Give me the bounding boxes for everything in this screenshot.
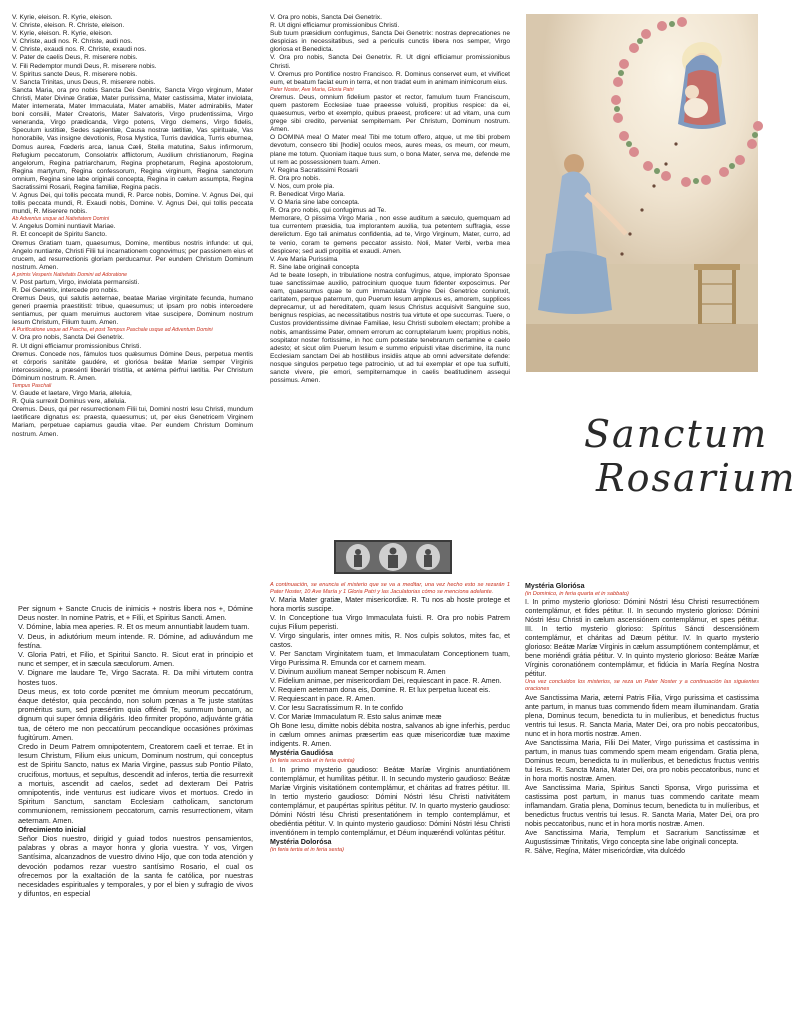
prayer: Oremus. Deus, qui per resurrectionem Filii tui, Domini nostri Iesu Christi, mundum laetificare dignatus es: praesta, quaesumus; ut, per eius Genetricem Virginem Mariam, perpetuae capiamus gaudia vitae. Per eundem Christum Dominum nostrum. Amen. (12, 406, 253, 438)
ejaculation: V. Per Sanctam Virginitatem tuam, et Immaculatam Conceptionem tuam, Virgo Purissima R. Emunda cor et carnem meam. (270, 650, 510, 668)
sign-of-cross: Per signum + Sancte Crucis de inimicis + nostris libera nos +, Dómine Deus noster. In nomine Patris, et + Filii, et Spiritus Sancti. Amen. (18, 604, 253, 623)
rubric: Pater Noster, Ave Maria, Gloria Patri (270, 86, 354, 93)
opening-prayers-column (18, 604, 253, 1020)
response: R. Ora pro nobis, qui confugimus ad Te. (270, 207, 387, 215)
ejaculation: V. Requiem aeternam dona eis, Domine. R. Et lux perpetua luceat eis. (270, 686, 491, 695)
litany-line: V. Christe, audi nos. R. Christe, audi nos. (12, 38, 133, 46)
prayer: Oremus. Concede nos, fámulos tuos quǽsumus Dómine Deus, perpetua mentis et córporis sanitáte gaudére, et gloriósa beátæ Maríæ semper Vírginis intercessióne, a præsénti liberári tristítia, et ætérna pérfrui lætítia. Per Christum Dóminum nostrum. R. Amen. (12, 350, 253, 382)
page-title (576, 412, 796, 512)
litany-column (12, 14, 253, 586)
ave-prayer: Ave Sanctissima Maria, Templum et Sacrarium Sanctissimæ et Augustissimæ Trinitatis, Virgo concepta sine labe originali concepta. (525, 828, 759, 846)
madonna-rosary-painting (526, 14, 758, 372)
response: R. Dei Genetrix, intercede pro nobis. (12, 287, 119, 294)
mysteries-text: I. In primo mysterio gaudioso: Beátæ Maríæ Virginis anuntiatiónem contemplámur, et humílitas pétitur. II. In secundo mysterio gaudioso: Beátæ Maríæ Virginis visitatiónem contemplámur, et cháritas ad fratres pétitur. III. In tertio mysterio gaudioso: Dómini Nóstri Iésu Christi nativitátem contemplámur, et paupértas spíritus pétitur. IV. In quarto mysterio gaudioso: Dómini Nóstri Iésu Christi presentatiónem in templo contemplámur, et obediéntia pétitur. V. In quinto mysterio gaudioso: Dómini Nóstri Iésu Christi inventiónem in templo contemplámur, et Déum inquæréndi volúntas pétitur. (270, 765, 510, 837)
rubric: Ab Adventus usque ad Nativitatem Domini (12, 216, 109, 223)
litany-line: V. Christe, exaudi nos. R. Christe, exaudi nos. (12, 46, 147, 54)
ejaculation: V. Divinum auxilium maneat Semper nobiscum R. Amen (270, 668, 446, 677)
response: R. Benedicat Virgo Maria. (270, 190, 346, 198)
versicle: V. Post partum, Virgo, inviolata permansisti. (12, 278, 140, 286)
versicle: V. Ave Maria Purissima (270, 255, 338, 263)
memorare-prayer: Memorare, O piissima Virgo Maria , non esse auditum a sæculo, quemquam ad tua currentem præsidia, tua implorantem auxilia, tua petentem suffragia, esse derelictum. Ego tali animatus confidentia, ad te, Virgo Virginum, Mater, curro, ad te venio, coram te gemens peccator assisto. Noli, Mater Verbi, verba mea despicere; sed audi propitia et exaudi. Amen. (270, 215, 510, 255)
ejaculation: V. In Conceptione tua Virgo Immaculata fuisti. R. Ora pro nobis Patrem cujus Filium peperisti. (270, 614, 510, 632)
ejaculation: V. Virgo singularis, inter omnes mitis, R. Nos culpis solutos, mites fac, et castos. (270, 632, 510, 650)
versicle: V. Dignare me laudare Te, Virgo Sacrata. R. Da mihi virtutem contra hostes tuos. (18, 668, 253, 687)
response: R. Ora pro nobis. (270, 174, 321, 182)
title-line-1: Sanctum (584, 412, 769, 456)
litany-line: V. Kyrie, eleison. R. Kyrie, eleison. (12, 30, 113, 38)
rubric: A Purificatione usque ad Pascha, et post Tempus Paschale usque ad Adventum Domini (12, 327, 213, 334)
versicle: V. Ora pro nobis, Sancta Dei Genetrix. (270, 14, 382, 21)
litany-line: V. Fili Redemptor mundi Deus, R. miserere nobis. (12, 62, 157, 70)
versicle: V. Regina Sacratissimi Rosarii (270, 166, 359, 174)
pontiff-prayer: V. Oremus pro Pontifice nostro Francisco. R. Dominus conservet eum, et vivificet eum, et beatum faciat eum in terra, et non tradat eum in animam inimicorum eius. (270, 70, 510, 86)
versicle: V. Angelus Domini nuntiavit Mariae. (12, 223, 116, 231)
glorious-mysteries-column (525, 582, 759, 1020)
versicle: V. Gaude et laetare, Virgo Maria, alleluia, (12, 390, 132, 398)
ejaculation: V. Fidelium animae, per misericordiam Dei, requiescant in pace. R. Amen. (270, 677, 502, 686)
gloria-patri: V. Gloria Patri, et Filio, et Spiritui Sancto. R. Sicut erat in principio et nunc et semper, et in sæcula sæculorum. Amen. (18, 650, 253, 669)
rubric: A primis Vesperis Nativitatis Domini ad Adoratione (12, 271, 128, 278)
section-heading: Mystéria Gaudiósa (270, 749, 334, 758)
section-heading: Mystéria Dolorósa (270, 837, 332, 846)
litany-line: V. Christe, eleison. R. Christe, eleison. (12, 22, 125, 30)
ave-prayer: Ave Sanctissima Maria, Spiritus Sancti Sponsa, Virgo purissima et castissima post partum, in manus tuas commendo caritate meam inflamandam. Gratia plena, Dominus tecum, benedicta tu in mulíeribus, et benedictus fructus ventris tui Iesus. R. Sancta Maria, Mater Dei, ora pro nobis peccatoribus, nunc et in hora mortis nostræ. Amen. (525, 783, 759, 828)
litany-line: V. Kyrie, eleison. R. Kyrie, eleison. (12, 14, 113, 21)
offering-text: Señor Dios nuestro, dirigid y guiad todos nuestros pensamientos, palabras y obras a mayor honra y gloria vuestra. Y vos, Virgen Santísima, alcanzadnos de vuestro divino Hijo, que con toda atención y devoción podamos rezar vuestro santísimo Rosario, el cual os ofrecemos por la exaltación de la santa fe católica, por nuestras necesidades espirituales y temporales, y por el bien y sufragio de vivos y difuntos, en especial (18, 834, 253, 899)
section-heading: Ofrecimiento inicial (18, 824, 86, 834)
ejaculation: V. Cor Mariæ Immaculatum R. Esto salus animæ meæ (270, 713, 442, 722)
credo: Credo in Deum Patrem omnipotentem, Creatorem caeli et terrae. Et in Iesum Christum, Filium eius unicum, Dominum nostrum, qui conceptus est de Spiritu Sancto, natus ex Maria Virgine, passus sub Pontio Pilato, crucifixus, mortuus, et sepultus, descendit ad inferos, tertia die resurrexit a mortuis, ascendit ad caelos, sedet ad dexteram Dei Patris omnipotentis, inde venturus est iudicare vivos et mortuos. Credo in Spiritum Sanctum, sanctam Ecclesiam catholicam, sanctorum communionem, remissionem peccatorum, carnis resurrectionem, vitam aeternam. Amen. (18, 742, 253, 825)
versicle: V. Nos, cum prole pia. (270, 182, 335, 190)
versicle: V. Ora pro nobis, Sancta Dei Genetrix. (12, 334, 124, 342)
litany-line: V. Sancta Trinitas, unus Deus, R. miserere nobis. (12, 78, 156, 86)
litany-line: V. Spiritus sancte Deus, R. miserere nobis. (12, 70, 138, 78)
response: R. Ut digni efficiamur promissionibus Christi. (270, 22, 400, 30)
consecration-prayer: O DOMINA mea! O Mater mea! Tibi me totum offero, atque, ut me tibi probem devotum, consecro tibi [hodie] oculos meos, aures meas, os meum, cor meum, plane me totum. Quoniam itaque tuus sum, o bona Mater, serva me, defende me ut rem ac possessionem tuam. Amen. (270, 134, 510, 166)
rubric: A continuación, se enuncia el misterio que se va a meditar, una vez hecho esto se rezarán 1 Pater Noster, 10 Ave María y 1 Gloria Patri y las Jaculatorias cómo se menciona adelante. (270, 582, 510, 596)
section-heading: Mystéria Gloriósa (525, 582, 585, 590)
rubric: (in Dominico, in feria quarta et in sabbato) (525, 591, 629, 597)
prayer: Oremus Deus, qui salutis aeternae, beatae Mariae virginitate fecunda, humano generi praemia praestitisti: tribue, quaesumus; ut ipsam pro nobis intercedere sentiamus, per quam meruimus auctorem vitae suscipere, Dominum nostrum Iesum Christum, Filium tuum. Amen. (12, 295, 253, 327)
ave-prayer: Ave Sanctissima Maria, æterni Patris Filia, Virgo purissima et castissima ante partum, in manus tuas commendo fidem meam illuminandam. Gratia plena, Dominus tecum, benedicta tu in mulíeribus, et benedictus fructus ventris tui Iesus. R. Sancta Maria, Mater Dei, ora pro nobis peccatoribus, nunc et in hora mortis nostræ. Amen. (525, 693, 759, 738)
litany-invocations: Sancta Maria, ora pro nobis Sancta Dei Genitrix, Sancta Virgo virginum, Mater Christi, Mater Divinæ Gratiæ, Mater purissima, Mater castissima, Mater inviolata, Mater intemerata, Mater Immaculata, Mater amabilis, Mater admirabilis, Mater boni consilii, Mater Creatoris, Mater Salvatoris, Virgo prudentissima, Virgo veneranda, Virgo prædicanda, Virgo potens, Virgo clemens, Virgo fidelis, Speculum iustitiæ, Sedes sapientiæ, Causa nostræ lætitiæ, Vas spirituale, Vas honorabile, Vas insigne devotionis, Rosa Mystica, Turris davidica, Turris eburnea, Domus aurea, Fœderis arca, Ianua Cæli, Stella matutina, Salus infirmorum, Refugium peccatorum, Consolatrix afflictorum, Auxilium christianorum, Regina angelorum, Regina patriarcharum, Regina prophetarum, Regina apostolorum, Regina martyrum, Regina confessorum, Regina virginum, Regina sanctorum omnium, Regina sine labe originali concepta, Regina in cælum assumpta, Regina Sacratissimi Rosarii, Regina familiæ, Regina pacis. (12, 86, 253, 191)
ejaculation: V. Requiescant in pace. R. Amen. (270, 695, 376, 704)
response: R. Et concepit de Spiritu Sancto. (12, 231, 107, 239)
versicle: V. O Maria sine labe concepta. (270, 199, 360, 207)
versicle: V. Ora pro nobis, Sancta Dei Genetrix. R. Ut digni efficiamur promissionibus Christi. (270, 54, 510, 70)
joyful-mysteries-column (270, 582, 510, 1020)
rubric: (in feria tertia et in feria sexta) (270, 846, 344, 853)
rubric: Tempus Paschali (12, 383, 52, 390)
rubric: (in feria secunda et in feria quinta) (270, 758, 355, 765)
response: R. Sine labe originali concepta (270, 263, 360, 271)
act-of-contrition: Deus meus, ex toto corde pœnitet me ómnium meorum peccatórum, éaque detéstor, quia peccándo, non solum pœnas a Te juste statútas proméritus sum, sed præsértim quia offéndi Te, summum bonum, ac dignum qui super ómnia diligáris. Ideo firmiter propóno, adjuvánte grátia tua, de cétero me non peccatúrum peccandíque occasiónes próximas fugitúrum. Amen. (18, 686, 253, 742)
title-line-2: Rosarium (596, 456, 796, 500)
mysteries-text: I. In primo mysterio glorioso: Dómini Nóstri Iésu Christi resurrectiónem contemplámur, et fides pétitur. II. In secundo mysterio glorioso: Dómini Nóstri Iésu Christi in cælum ascensiónem contemplámur, et spes pétitur. III. In tertio mysterio glorioso: Spíritus Sáncti descensiónem contemplámur, et cháritas ad Dæum pétitur. IV. In quarto mysterio glorioso: Beátæ Maríæ Vírginis in cælum assumptiónem contemplámur, et bene moriéndi grátia pétitur. V. In quinto mysterio glorioso: Beátæ Maríæ Vírginis coronatiónem contemplámur, et fidúcia in María Regína Nostra pétitur. (525, 598, 759, 679)
prayer: Oremus. Deus, omnium fidelium pastor et rector, famulum tuum Franciscum, quem pastorem Ecclesiae tuae praeesse voluisti, propitius respice: da ei, quaesumus, verbo et exemplo, quibus praeest, proficere: ut ad vitam, una cum grege sibi credito, perveniat sempiternam. Per Christum, Dominum nostrum. Amen. (270, 93, 510, 134)
salve-regina: R. Sálve, Regína, Máter misericórdiæ, vita dulcédo (525, 846, 686, 855)
ejaculation: V. Maria Mater gratiæ, Mater misericordiæ. R. Tu nos ab hoste protege et hora mortis suscipe. (270, 596, 510, 614)
sub-tuum-prayer: Sub tuum præsidium confugimus, Sancta Dei Genetrix: nostras deprecationes ne despicias in necessitatibus, sed a periculis cunctis libera nos semper, Virgo gloriosa et Benedicta. (270, 30, 510, 54)
st-joseph-prayer: Ad te beate Ioseph, in tribulatione nostra confugimus, atque, implorato Sponsae tuae sanctissimae auxilio, patrocinium quoque tuum fidenter exposcimus. Per eam, quaesumus quae te cum immaculata Virgine Dei Genetrice coniunxit, caritatem, perque paternum, quo Puerum Iesum amplexus es, amorem, supplices deprecamur, ut ad hereditatem, quam Iesus Christus acquisivit Sanguine suo, benignus respicias, ac necessitatibus nostris tua virtute et ope succurras. Tuere, o Custos providentissime divinae Familiae, Iesu Christi subolem electam; prohibe a nobis, amantissime Pater, omnem errorum ac corruptelarum luem; propitius nobis, sospitator noster fortissime, in hoc cum potestate tenebrarum certamine e caelo adesto; et sicut olim Puerum Iesum e summo eripuisti vitae discrimine, ita nunc Ecclesiam sanctam Dei ab hostilibus insidiis atque ab omni adversitate defende: nosque singulos perpetuo tege patrocinio, ut ad tui exemplar et ope tua suffulti, sancte vivere, pie emori, sempiternamque in caelis beatitudinem assequi possimus. Amen. (270, 271, 510, 385)
engraving-vignette (334, 540, 452, 574)
agnus-dei: V. Agnus Dei, qui tollis peccata mundi, R. Parce nobis, Domine. V. Agnus Dei, qui tollis peccata mundi, R. Exaudi nobis, Domine. V. Agnus Dei, qui tollis peccata mundi, R. Miserere nobis. (12, 192, 253, 216)
ejaculation: V. Cor Iesu Sacratissimum R. In te confido (270, 704, 403, 713)
response: R. Ut digni efficiamur promissionibus Christi. (12, 342, 142, 350)
response: R. Quia surrexit Dominus vere, alleluia. (12, 398, 127, 406)
versicle: V. Deus, in adiutórium meum intende. R. Dómine, ad adiuvándum me festína. (18, 631, 253, 650)
versicle: V. Dómine, labia mea aperies. R. Et os meum annuntiabit laudem tuam. (18, 622, 250, 632)
litany-line: V. Pater de caelis Deus, R. miserere nobis. (12, 54, 138, 62)
rubric: Una vez concluidos los misterios, se reza un Pater Noster y a continuación las siguientes oraciones (525, 679, 759, 693)
prayers-column (270, 14, 510, 534)
prayer: Oremus Gratiam tuam, quaesumus, Domine, mentibus nostris infunde: ut qui, Angelo nuntiante, Christi Filii tui incarnationem cognovimus; per passionem eius et crucem, ad resurrectionis gloriam perducamur. Per eundem Christum Dominum nostrum. Amen. (12, 239, 253, 271)
ave-prayer: Ave Sanctissima Maria, Filii Dei Mater, Virgo purissima et castissima in partum, in manus tuas commendo spem meam erigendam. Gratia plena, Dominus tecum, benedicta tu in mulíeribus, et benedictus fructus ventris tui Iesus. R. Sancta Maria, Mater Dei, ora pro nobis peccatoribus, nunc et in hora mortis nostræ. Amen. (525, 738, 759, 783)
fatima-prayer: Oh Bone Iesu, dimitte nobis débita nostra, salvanos ab igne inferhis, perduc in cælum omnes animas præsertim eas quæ misericordiæ tuæ maxime indigents. R. Amen. (270, 722, 510, 749)
